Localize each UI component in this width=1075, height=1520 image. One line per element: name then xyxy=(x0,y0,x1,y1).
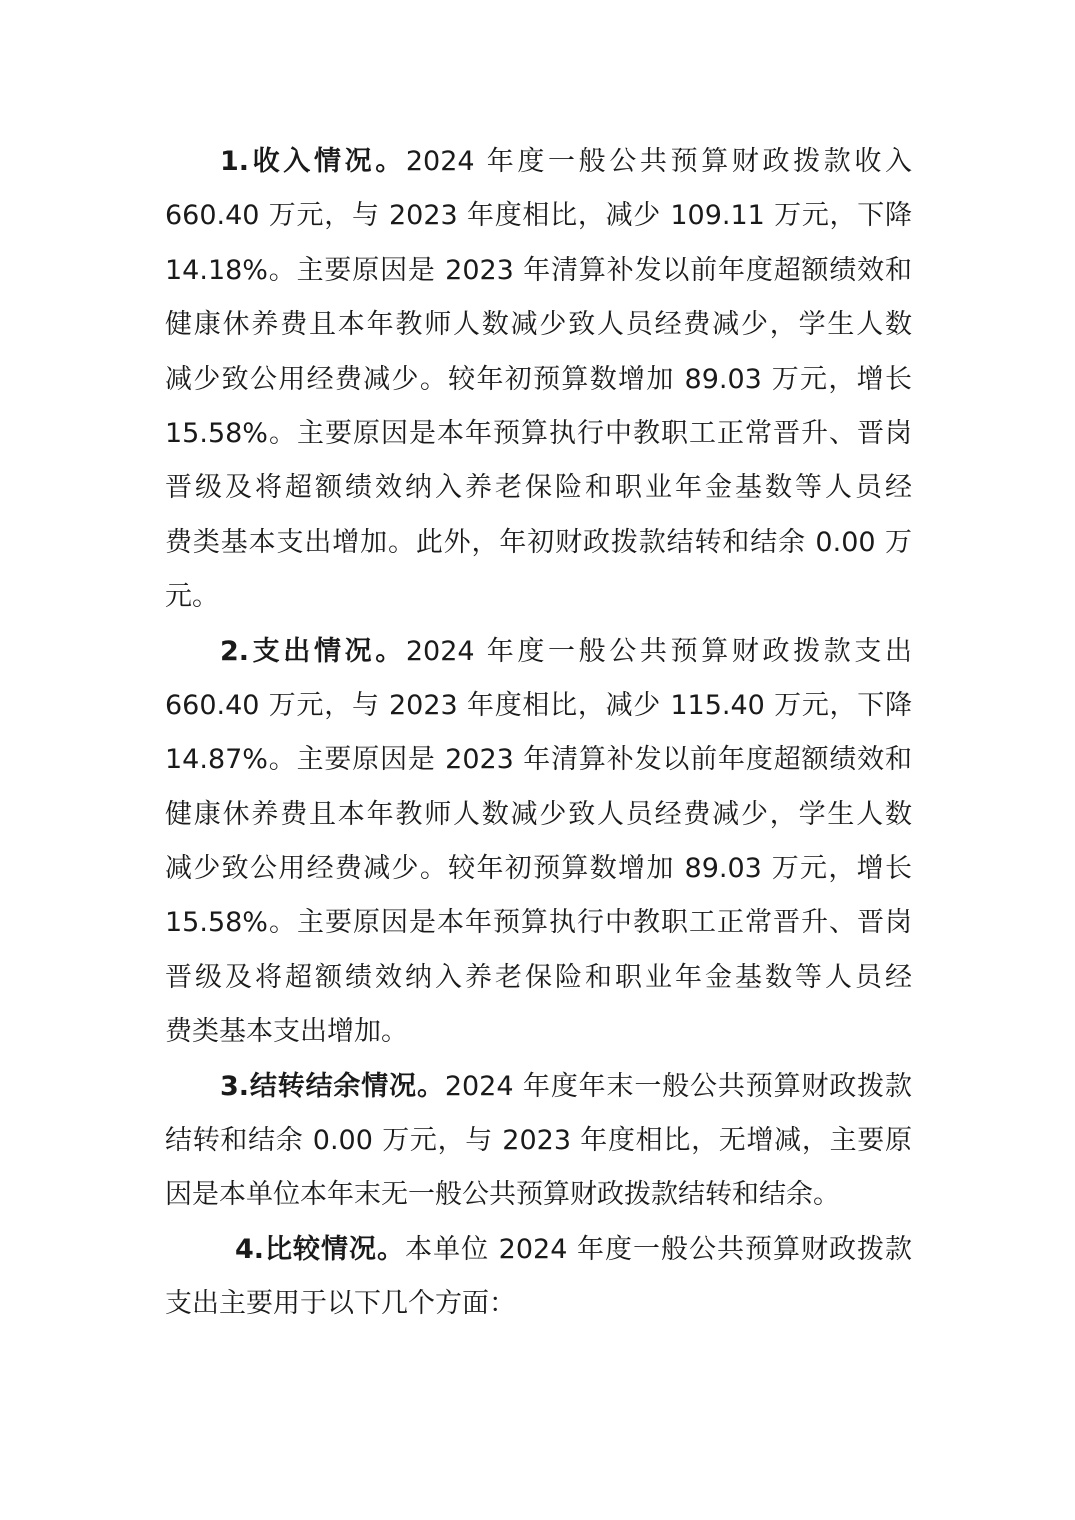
line-text: 费类基本支出增加。 xyxy=(165,1016,408,1048)
text-line xyxy=(165,1005,912,1059)
line-text: 健康休养费且本年教师人数减少致人员经费减少，学生人数 xyxy=(165,798,912,830)
text-line xyxy=(165,570,912,624)
section-heading: 2.支出情况。 xyxy=(220,635,406,667)
text-line xyxy=(165,1114,912,1168)
line-text: 晋级及将超额绩效纳入养老保险和职业年金基数等人员经 xyxy=(165,961,912,993)
text-line xyxy=(165,353,912,407)
text-line xyxy=(165,896,912,950)
text-line xyxy=(165,1168,912,1222)
text-line xyxy=(165,407,912,461)
line-text: 费类基本支出增加。此外，年初财政拨款结转和结余 0.00 万 xyxy=(165,526,912,558)
paragraph-1 xyxy=(165,135,912,625)
line-text: 2024 年度一般公共预算财政拨款支出 xyxy=(405,635,912,667)
line-text: 2024 年度一般公共预算财政拨款收入 xyxy=(405,146,912,177)
text-line xyxy=(165,516,912,570)
text-line xyxy=(165,1060,912,1114)
line-text: 因是本单位本年末无一般公共预算财政拨款结转和结余。 xyxy=(165,1179,840,1211)
text-line xyxy=(165,733,912,787)
paragraph-3 xyxy=(165,1060,912,1223)
line-text: 2024 年度年末一般公共预算财政拨款 xyxy=(444,1070,912,1102)
line-text: 减少致公用经费减少。较年初预算数增加 89.03 万元，增长 xyxy=(165,363,912,395)
text-line xyxy=(165,461,912,515)
line-text: 结转和结余 0.00 万元，与 2023 年度相比，无增减，主要原 xyxy=(165,1125,912,1157)
line-text: 健康休养费且本年教师人数减少致人员经费减少，学生人数 xyxy=(165,309,912,341)
text-line xyxy=(165,189,912,243)
text-line xyxy=(165,625,912,679)
text-line xyxy=(165,1223,912,1277)
line-text: 支出主要用于以下几个方面： xyxy=(165,1288,516,1320)
line-text: 660.40 万元，与 2023 年度相比，减少 115.40 万元，下降 xyxy=(165,689,912,721)
line-text: 14.87%。主要原因是 2023 年清算补发以前年度超额绩效和 xyxy=(165,744,912,776)
section-heading: 3.结转结余情况。 xyxy=(220,1070,445,1102)
text-line xyxy=(165,842,912,896)
line-text: 晋级及将超额绩效纳入养老保险和职业年金基数等人员经 xyxy=(165,472,912,504)
text-line xyxy=(165,951,912,1005)
text-line xyxy=(165,788,912,842)
section-heading: 4.比较情况。 xyxy=(235,1233,406,1265)
line-text: 15.58%。主要原因是本年预算执行中教职工正常晋升、晋岗 xyxy=(165,417,912,449)
paragraph-4 xyxy=(165,1223,912,1332)
line-text: 14.18%。主要原因是 2023 年清算补发以前年度超额绩效和 xyxy=(165,254,912,286)
text-line xyxy=(165,1277,912,1331)
text-line xyxy=(165,135,912,189)
text-line xyxy=(165,679,912,733)
section-heading: 1.收入情况。 xyxy=(220,146,406,177)
line-text: 15.58%。主要原因是本年预算执行中教职工正常晋升、晋岗 xyxy=(165,907,912,939)
line-text: 减少致公用经费减少。较年初预算数增加 89.03 万元，增长 xyxy=(165,853,912,885)
line-text: 元。 xyxy=(165,581,219,613)
line-text: 本单位 2024 年度一般公共预算财政拨款 xyxy=(405,1233,912,1265)
text-line xyxy=(165,244,912,298)
paragraph-2 xyxy=(165,625,912,1060)
line-text: 660.40 万元，与 2023 年度相比，减少 109.11 万元，下降 xyxy=(165,200,912,232)
document-body xyxy=(165,135,912,1332)
text-line xyxy=(165,298,912,352)
